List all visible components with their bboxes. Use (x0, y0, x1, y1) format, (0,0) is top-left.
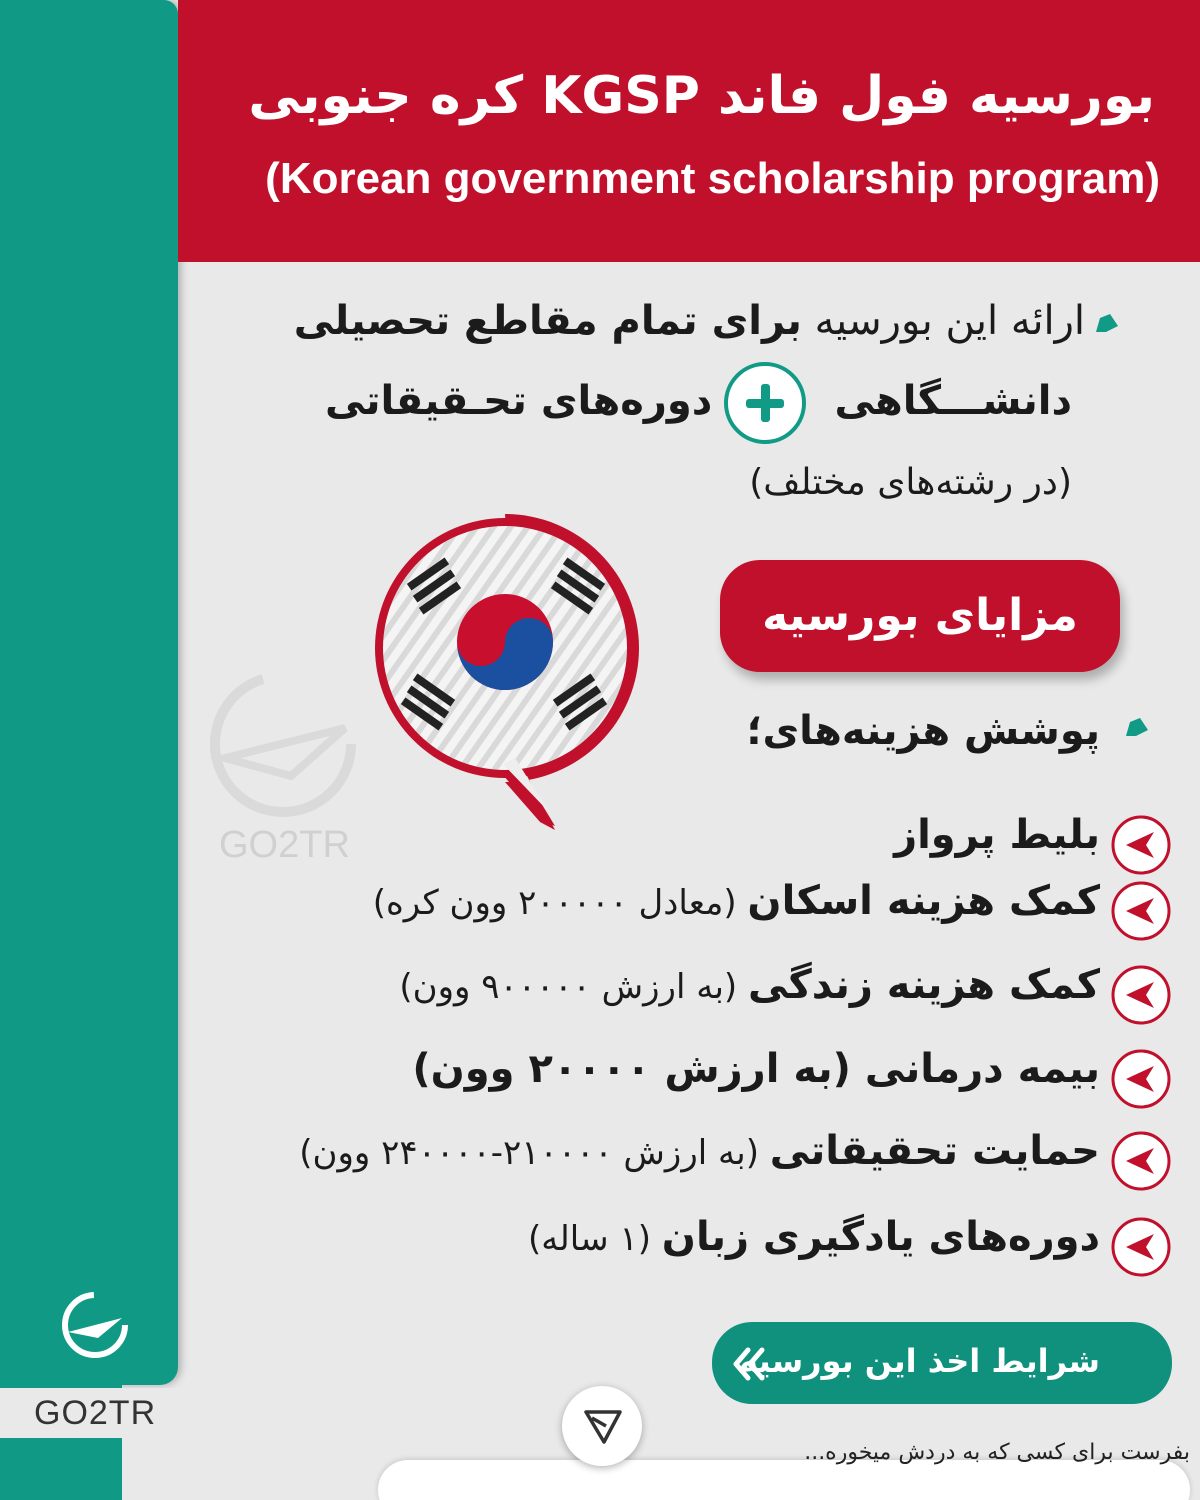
brand-name: GO2TR (34, 1394, 157, 1432)
coverage-label: پوشش هزینه‌های؛ (746, 708, 1100, 754)
red-arrow-bullet-icon (1110, 814, 1172, 876)
bullet-arrow-icon (1124, 716, 1150, 738)
intro-line-1 (294, 298, 1085, 344)
benefit-title: بیمه درمانی (به ارزش ۲۰۰۰۰ وون) (412, 1046, 1100, 1092)
double-chevron-left-icon (728, 1344, 768, 1384)
benefit-item (299, 1128, 1100, 1174)
benefit-title: کمک هزینه زندگی (748, 962, 1100, 1008)
intro-university-text: دانشـــگاهی (834, 378, 1072, 424)
benefit-item (894, 812, 1100, 858)
page-title: بورسیه فول فاند KGSP کره جنوبی (248, 66, 1155, 126)
korea-flag-icon (365, 510, 645, 840)
benefit-item (412, 1046, 1100, 1092)
intro-fields-text: (در رشته‌های مختلف) (749, 462, 1072, 503)
benefit-detail: (به ارزش ۹۰۰۰۰۰ وون) (399, 967, 748, 1007)
watermark (205, 672, 375, 872)
go2tr-logo-icon (58, 1288, 132, 1362)
benefit-title: حمایت تحقیقاتی (769, 1128, 1100, 1174)
benefit-item (399, 962, 1100, 1008)
page-subtitle: (Korean government scholarship program) (265, 154, 1160, 203)
intro-normal-text: ارائه این بورسیه (801, 298, 1085, 344)
red-arrow-bullet-icon (1110, 880, 1172, 942)
intro-bold-text: برای تمام مقاطع تحصیلی (293, 298, 802, 344)
share-caption: بفرست برای کسی که به دردش میخوره... (804, 1440, 1190, 1465)
benefit-title: دوره‌های یادگیری زبان (661, 1214, 1100, 1260)
share-bubble (378, 1460, 1190, 1500)
watermark-text: GO2TR (219, 824, 350, 866)
red-arrow-bullet-icon (1110, 1216, 1172, 1278)
benefit-detail: (به ارزش ۲۱۰۰۰۰-۲۴۰۰۰۰ وون) (299, 1133, 770, 1173)
benefit-title: بلیط پرواز (894, 812, 1100, 858)
benefit-item (528, 1214, 1100, 1260)
brand-label-box (0, 1388, 178, 1438)
benefit-detail: (۱ ساله) (527, 1219, 662, 1259)
red-arrow-bullet-icon (1110, 1048, 1172, 1110)
benefit-detail: (معادل ۲۰۰۰۰۰ وون کره) (372, 883, 748, 923)
bullet-arrow-icon (1094, 312, 1120, 334)
send-button[interactable] (562, 1386, 642, 1466)
red-arrow-bullet-icon (1110, 964, 1172, 1026)
plus-icon (724, 362, 806, 444)
header-banner (178, 0, 1200, 262)
watermark-logo-icon (205, 672, 375, 822)
intro-research-text: دوره‌های تحـقیقاتی (325, 378, 713, 424)
scholarship-conditions-button[interactable] (712, 1322, 1172, 1404)
benefits-heading: مزایای بورسیه (720, 560, 1120, 672)
send-icon (562, 1386, 642, 1466)
benefit-item (373, 878, 1100, 924)
red-arrow-bullet-icon (1110, 1130, 1172, 1192)
cta-label: شرایط اخذ این بورسیه (739, 1342, 1100, 1380)
benefit-title: کمک هزینه اسکان (747, 878, 1100, 924)
left-brand-bar (0, 0, 178, 1385)
